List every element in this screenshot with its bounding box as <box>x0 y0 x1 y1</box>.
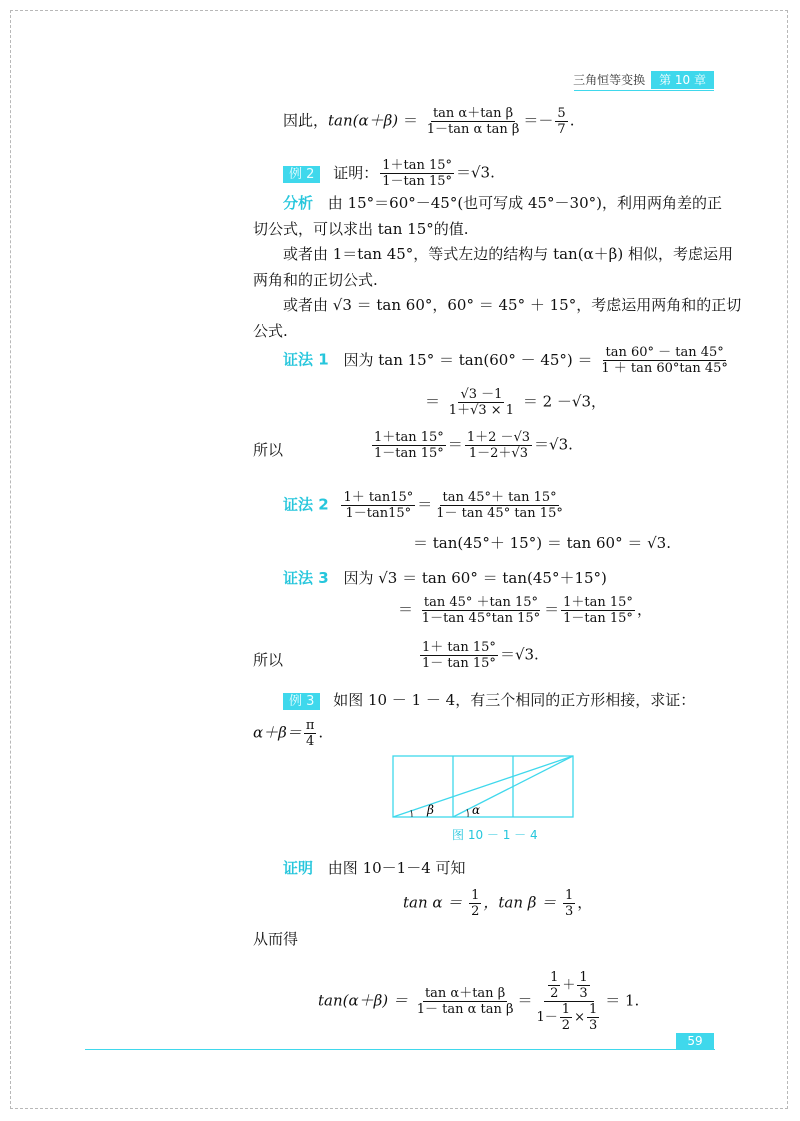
numerator: 5 <box>557 106 566 121</box>
fraction <box>341 490 415 521</box>
numerator: tan 45°＋ tan 15° <box>442 490 557 505</box>
period: . <box>318 723 324 742</box>
proof1-line3 <box>370 430 573 461</box>
period: . <box>569 111 575 130</box>
math: tan α ＝ <box>403 893 463 912</box>
equals: ＝ <box>425 392 441 411</box>
comma: ， <box>636 600 652 619</box>
fraction <box>548 970 560 1001</box>
fraction <box>447 387 516 418</box>
from-text: 从而得 <box>253 930 299 948</box>
denominator: 1－tan 15° <box>382 174 452 189</box>
fraction <box>304 718 317 749</box>
fraction <box>372 430 446 461</box>
numerator: 1＋ tan15° <box>343 490 414 505</box>
section-title: 三角恒等变换 <box>573 73 646 87</box>
header-rule <box>574 90 714 91</box>
proof-tan-values <box>403 888 592 919</box>
fraction <box>469 888 481 919</box>
numerator: 1 <box>550 970 559 985</box>
denominator: 1－ tan α tan β <box>416 1002 514 1017</box>
proof1-line2 <box>425 387 606 418</box>
text: ＝√3. <box>534 435 573 454</box>
numerator: 1＋2 －√3 <box>466 430 531 445</box>
proof3-line3 <box>418 640 539 671</box>
denominator: 1 ＋ tan 60°tan 45° <box>601 361 728 376</box>
plus: ＋ <box>562 978 576 993</box>
equals: ＝ <box>398 600 414 619</box>
numerator: 1 <box>565 888 574 903</box>
beta-label: β <box>427 803 434 817</box>
proof2-line1 <box>283 490 567 521</box>
text: ＝ 1. <box>605 991 640 1010</box>
numerator: π <box>305 718 315 733</box>
math: ，tan β ＝ <box>483 893 557 912</box>
analysis-line-3: 或者由 1＝tan 45°，等式左边的结构与 tan(α＋β) 相似，考虑运用 <box>283 245 733 263</box>
example-badge: 例 2 <box>283 166 320 183</box>
fraction <box>380 158 454 189</box>
angle-arc <box>467 809 468 817</box>
proof-label: 证明 <box>283 859 314 877</box>
equals: ＝ <box>517 991 533 1010</box>
proof3-label: 证法 3 <box>283 569 329 587</box>
denominator: 2 <box>471 904 480 919</box>
numerator: 1 <box>588 1002 598 1017</box>
analysis-line-4: 两角和的正切公式. <box>253 271 378 289</box>
equals: ＝ <box>447 435 463 454</box>
fraction <box>577 970 589 1001</box>
example-badge: 例 3 <box>283 693 320 710</box>
text: 因此， <box>283 111 329 130</box>
equals: ＝－ <box>523 111 554 130</box>
numerator: tan α＋tan β <box>424 986 506 1001</box>
example-2 <box>283 158 495 189</box>
text: 由图 10－1－4 可知 <box>327 859 466 877</box>
denominator: 1－tan 15° <box>374 446 444 461</box>
denominator: 1－ tan 15° <box>422 656 496 671</box>
denominator: 3 <box>579 986 588 1001</box>
alpha-label: α <box>472 803 481 817</box>
text: ＝√3. <box>499 645 539 664</box>
example-3 <box>283 690 695 712</box>
analysis-line-5: 或者由 √3 ＝ tan 60°，60° ＝ 45° ＋ 15°，考虑运用两角和的正切 <box>283 296 742 314</box>
denominator: 4 <box>305 734 315 749</box>
denominator: 1－2＋√3 <box>468 446 528 461</box>
text: 证明： <box>333 163 379 182</box>
numerator: tan 45° ＋tan 15° <box>423 595 539 610</box>
numerator: 1＋tan 15° <box>374 430 444 445</box>
fraction <box>599 345 730 376</box>
analysis-line-2: 切公式，可以求出 tan 15°的值. <box>253 220 469 238</box>
equals: ＝ <box>544 600 560 619</box>
footer-rule <box>85 1049 715 1050</box>
numerator: 1 <box>471 888 480 903</box>
proof2-label: 证法 2 <box>283 495 329 514</box>
proof3-line2 <box>398 595 652 626</box>
text: ＝ 2 －√3， <box>522 392 607 411</box>
text: 由 15°＝60°－45°(也可写成 45°－30°)，利用两角差的正 <box>327 194 722 212</box>
denominator: 1＋√3 × 1 <box>448 403 515 418</box>
denominator: 1－ tan 45° tan 15° <box>436 506 563 521</box>
squares-figure <box>390 753 580 821</box>
figure-caption: 图 10 － 1 － 4 <box>452 828 538 842</box>
proof-line1 <box>283 858 466 878</box>
math: tan(α＋β) <box>328 111 399 130</box>
numerator: 1 <box>579 970 588 985</box>
text: ＝√3. <box>456 163 495 182</box>
proof1-line1 <box>283 345 732 376</box>
denominator: 2 <box>550 986 559 1001</box>
fraction <box>434 490 565 521</box>
compound-fraction <box>535 970 604 1033</box>
example-3-line2 <box>253 718 323 749</box>
numerator: tan α＋tan β <box>432 106 514 121</box>
numerator: tan 60° － tan 45° <box>605 345 724 360</box>
fraction <box>420 640 498 671</box>
numerator <box>544 970 594 1002</box>
denominator: 3 <box>588 1018 598 1033</box>
proof2-line2: ＝ tan(45°＋ 15°) ＝ tan 60° ＝ √3. <box>413 534 671 552</box>
conclusion-line <box>283 106 574 137</box>
numerator: 1＋tan 15° <box>382 158 452 173</box>
fraction <box>465 430 532 461</box>
math: tan(α＋β) ＝ <box>318 991 408 1010</box>
numerator: 1＋ tan 15° <box>422 640 496 655</box>
times: × <box>574 1010 585 1025</box>
fraction <box>560 1002 572 1033</box>
analysis-line-6: 公式. <box>253 322 288 340</box>
final-equation <box>318 970 639 1033</box>
denominator: 1－tan15° <box>345 506 412 521</box>
analysis-line-1 <box>283 193 722 213</box>
proof3-line1 <box>283 568 607 588</box>
fraction <box>420 595 542 626</box>
fraction <box>415 986 516 1017</box>
text: 因为 √3 ＝ tan 60° ＝ tan(45°＋15°) <box>343 569 607 587</box>
denominator: 2 <box>561 1018 571 1033</box>
denominator: 3 <box>565 904 574 919</box>
fraction <box>563 888 575 919</box>
page-number: 59 <box>676 1033 714 1050</box>
denominator: 1－tan 15° <box>563 611 633 626</box>
proof1-so: 所以 <box>253 441 284 459</box>
denominator: 1－tan α tan β <box>426 122 520 137</box>
equals: ＝ <box>402 111 418 130</box>
text: 1－ <box>536 1010 558 1025</box>
text: 因为 tan 15° ＝ tan(60° － 45°) ＝ <box>343 350 593 369</box>
numerator: 1 <box>561 1002 571 1017</box>
fraction <box>555 106 567 137</box>
denominator <box>535 1002 604 1033</box>
text: 如图 10 － 1 － 4，有三个相同的正方形相接，求证： <box>333 691 696 709</box>
denominator: 7 <box>557 122 566 137</box>
denominator: 1－tan 45°tan 15° <box>421 611 541 626</box>
chapter-badge: 第 10 章 <box>651 71 714 89</box>
proof3-so: 所以 <box>253 651 284 669</box>
fraction <box>561 595 635 626</box>
comma: ， <box>577 893 593 912</box>
fraction <box>425 106 522 137</box>
numerator: √3 －1 <box>460 387 503 402</box>
math: α＋β＝ <box>253 723 302 742</box>
figure-diagonal <box>393 756 573 817</box>
fraction <box>587 1002 599 1033</box>
running-header <box>567 71 714 89</box>
equals: ＝ <box>417 495 433 514</box>
numerator: 1＋tan 15° <box>563 595 633 610</box>
analysis-label: 分析 <box>283 194 314 212</box>
proof1-label: 证法 1 <box>283 350 329 369</box>
